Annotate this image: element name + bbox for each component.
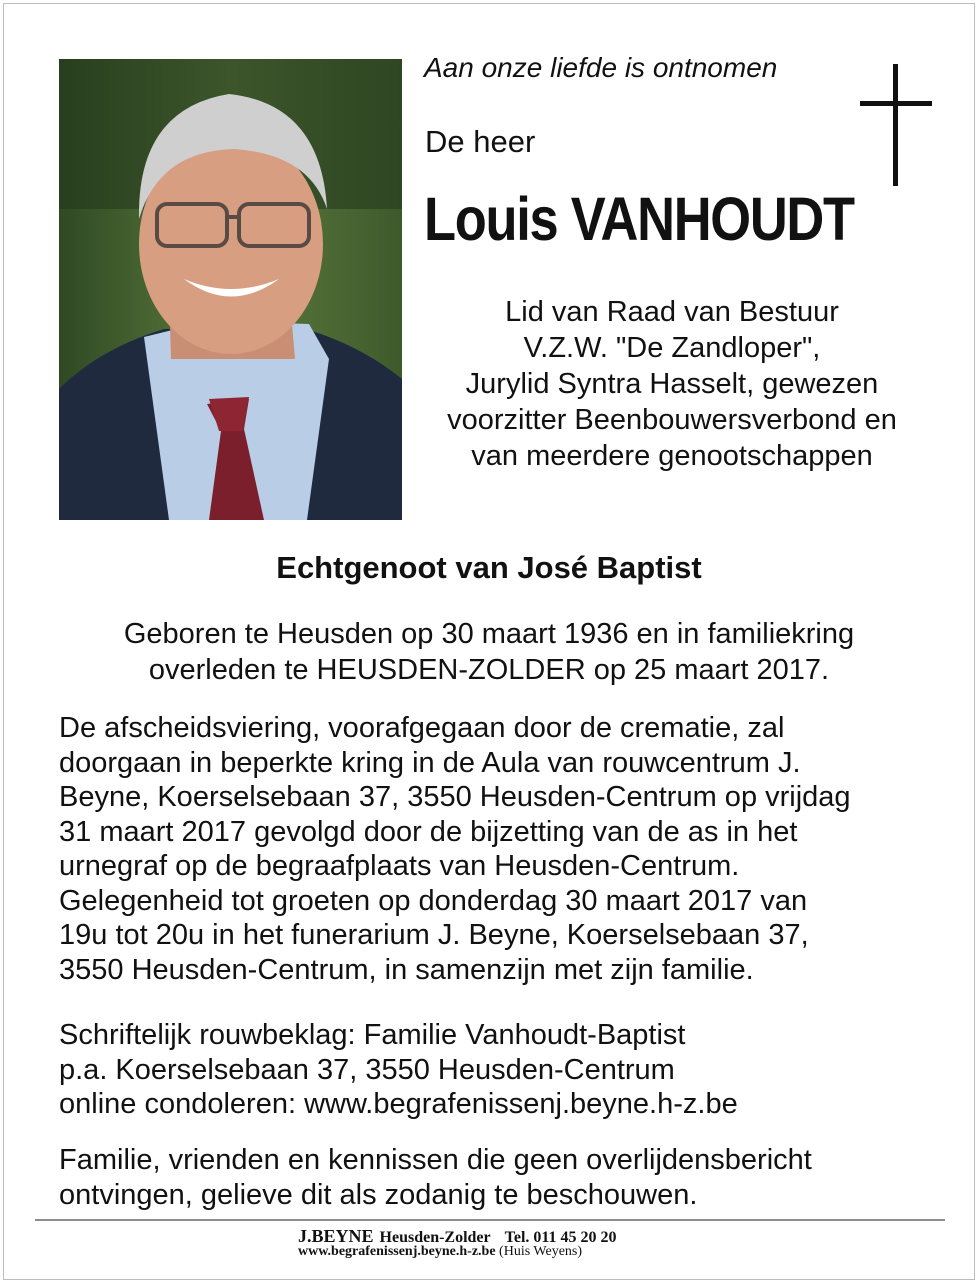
funeral-home-phone: Tel. 011 45 20 20 xyxy=(504,1229,617,1246)
cross-icon xyxy=(860,64,932,186)
ceremony-line: Gelegenheid tot groeten op donderdag 30 maart 2017 van xyxy=(59,884,808,917)
ceremony-line: 3550 Heusden-Centrum, in samenzijn met zijn familie. xyxy=(59,953,754,986)
roles-block xyxy=(412,294,932,474)
closing-line: Familie, vrienden en kennissen die geen overlijdensbericht xyxy=(59,1144,812,1176)
funeral-home-brand: J.BEYNE xyxy=(298,1226,374,1246)
role-line: van meerdere genootschappen xyxy=(471,440,873,472)
condolence-line: Schriftelijk rouwbeklag: Familie Vanhoudt-Baptist xyxy=(59,1019,686,1051)
condolence-link[interactable]: online condoleren: www.begrafenissenj.beyne.h-z.be xyxy=(59,1088,738,1120)
deceased-name: Louis VANHOUDT xyxy=(424,185,854,253)
honorific: De heer xyxy=(425,124,536,159)
portrait-photo xyxy=(59,59,402,520)
ceremony-line: urnegraf op de begraafplaats van Heusden-Centrum. xyxy=(59,850,740,882)
birth-death-block xyxy=(0,616,978,688)
ceremony-line: 31 maart 2017 gevolgd door de bijzetting van de as in het xyxy=(59,815,798,848)
role-line: Jurylid Syntra Hasselt, gewezen xyxy=(465,368,879,400)
ceremony-line: Beyne, Koerselsebaan 37, 3550 Heusden-Centrum op vrijdag xyxy=(59,781,851,813)
funeral-home-website[interactable]: www.begrafenissenj.beyne.h-z.be xyxy=(298,1244,496,1259)
closing-line: ontvingen, gelieve dit als zodanig te beschouwen. xyxy=(59,1178,698,1211)
ceremony-paragraph xyxy=(59,711,851,987)
ceremony-line: 19u tot 20u in het funerarium J. Beyne, Koerselsebaan 37, xyxy=(59,919,809,951)
spouse-line: Echtgenoot van José Baptist xyxy=(276,550,702,585)
ceremony-line: De afscheidsviering, voorafgegaan door de crematie, zal xyxy=(59,712,785,744)
condolence-line: p.a. Koerselsebaan 37, 3550 Heusden-Centrum xyxy=(59,1053,675,1086)
footer-divider xyxy=(35,1219,945,1221)
role-line: voorzitter Beenbouwersverbond en xyxy=(447,404,897,436)
intro-line: Aan onze liefde is ontnomen xyxy=(424,52,778,83)
funeral-home-town: Heusden-Zolder xyxy=(379,1229,491,1246)
condolence-paragraph xyxy=(59,1018,738,1122)
funeral-home-note: (Huis Weyens) xyxy=(499,1244,583,1259)
funeral-home-web-line xyxy=(298,1244,582,1260)
closing-paragraph xyxy=(59,1143,812,1212)
birth-line: Geboren te Heusden op 30 maart 1936 en in familiekring xyxy=(123,618,855,650)
role-line: V.Z.W. "De Zandloper", xyxy=(523,332,821,364)
ceremony-line: doorgaan in beperkte kring in de Aula van rouwcentrum J. xyxy=(59,746,801,779)
death-line: overleden te HEUSDEN-ZOLDER op 25 maart 2017. xyxy=(148,654,830,686)
role-line: Lid van Raad van Bestuur xyxy=(505,296,839,328)
